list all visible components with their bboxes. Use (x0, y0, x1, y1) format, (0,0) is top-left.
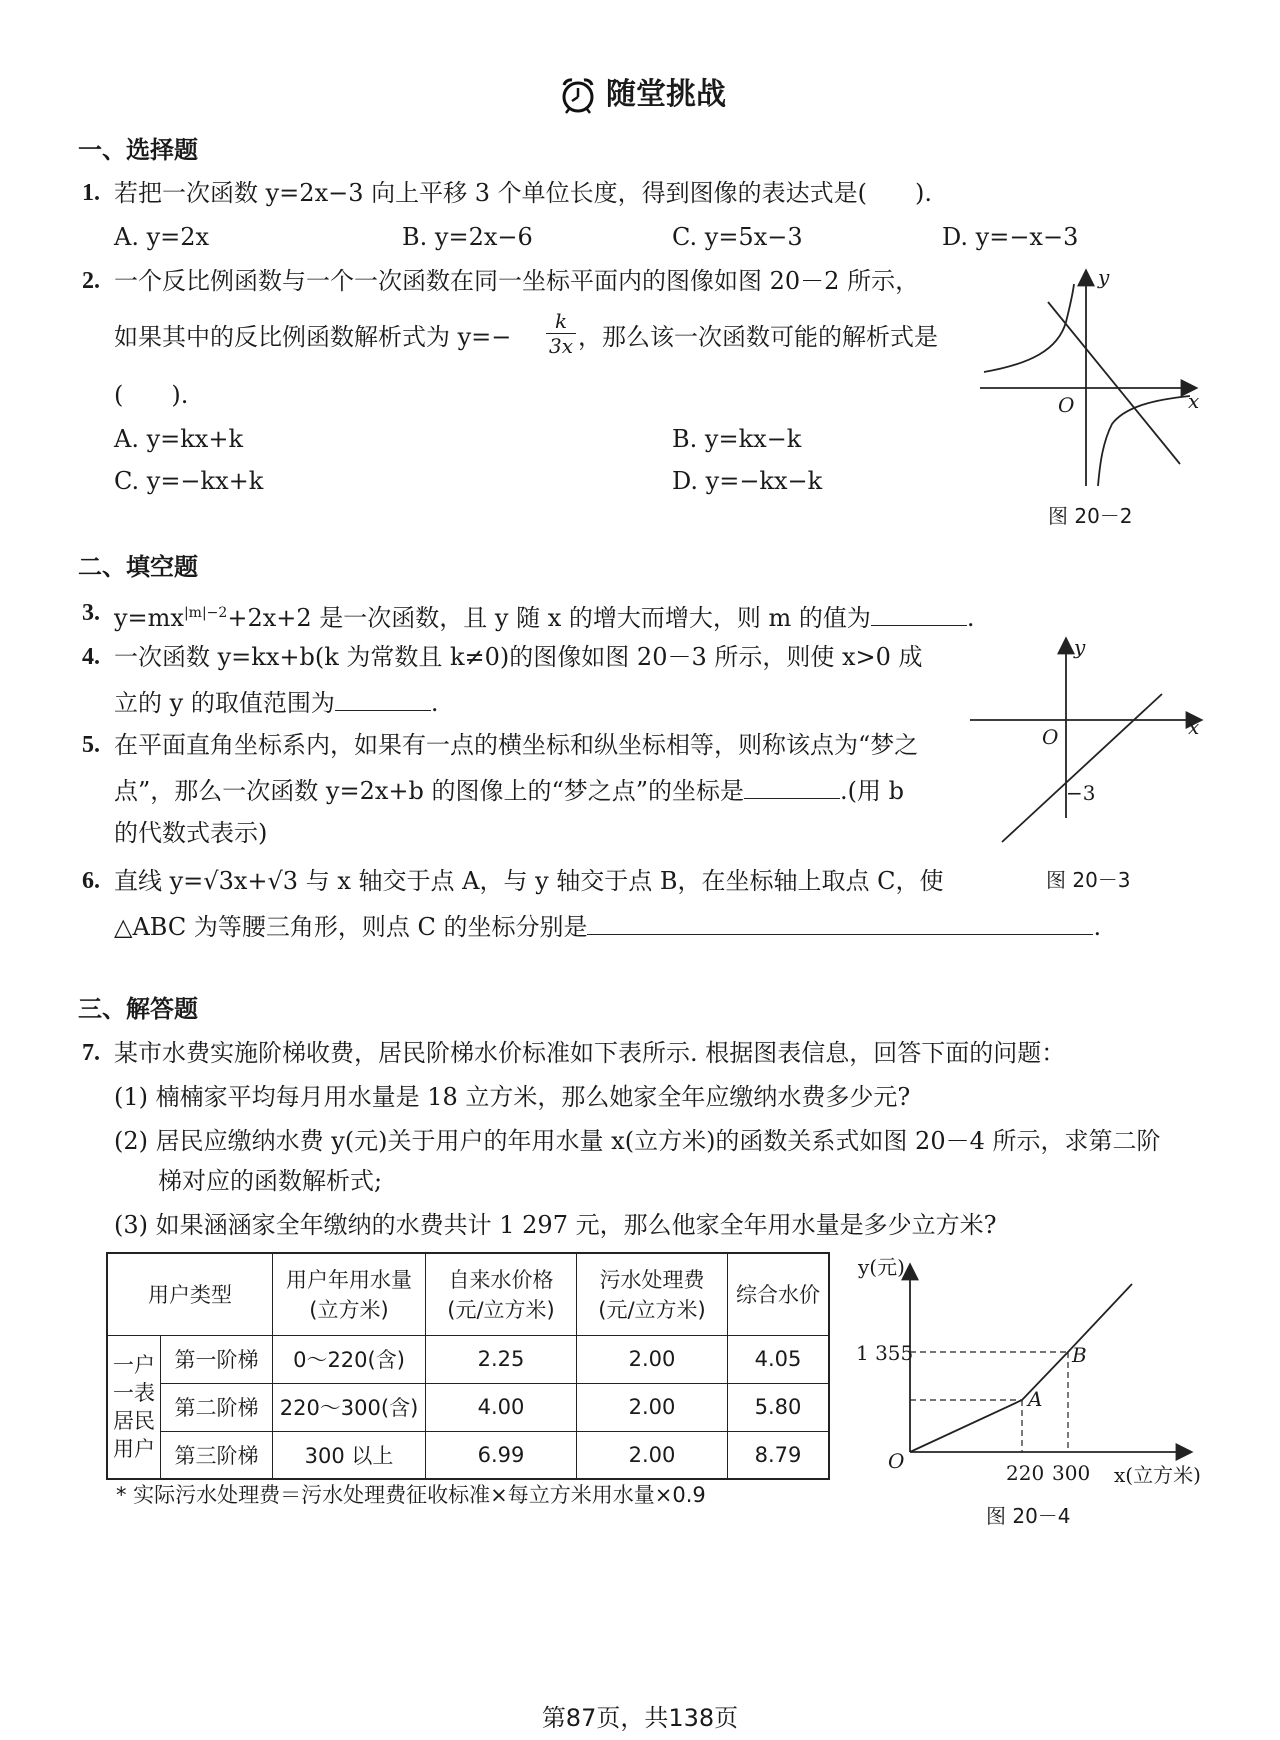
fig3-y-label: y (1074, 635, 1086, 659)
q1-option-d: D. y=−x−3 (942, 223, 1079, 251)
alarm-clock-icon (558, 75, 598, 115)
page-footer: 第87页，共138页 (541, 1704, 739, 1732)
q2-line2a: 如果其中的反比例函数解析式为 y=− (114, 323, 512, 351)
q6-number: 6. (82, 868, 100, 894)
q2-line3: ( ). (114, 381, 189, 409)
fig4-x-label: x(立方米) (1114, 1463, 1201, 1487)
hyperbola-branch-right (1098, 396, 1190, 486)
q3-answer-blank[interactable] (871, 601, 967, 626)
q1-text: 若把一次函数 y=2x−3 向上平移 3 个单位长度，得到图像的表达式是( ). (114, 179, 932, 207)
fig2-caption: 图 20－2 (1048, 504, 1133, 528)
table-row: 第三阶梯 300 以上 6.99 2.00 8.79 (107, 1431, 829, 1479)
fig4-origin: O (888, 1449, 905, 1473)
q7-part3: (3) 如果涵涵家全年缴纳的水费共计 1 297 元，那么他家全年用水量是多少立方米? (114, 1211, 997, 1239)
section-heading-choice: 一、选择题 (78, 136, 198, 164)
q3-post: +2x+2 是一次函数，且 y 随 x 的增大而增大，则 m 的值为 (227, 604, 871, 632)
linear-function-line (1002, 694, 1162, 842)
q6-answer-blank[interactable] (587, 910, 1093, 935)
q7-part2-line2: 梯对应的函数解析式; (158, 1167, 383, 1195)
q3-exponent: |m|−2 (183, 605, 228, 621)
table-row: 第二阶梯 220～300(含) 4.00 2.00 5.80 (107, 1383, 829, 1431)
q3-number: 3. (82, 600, 100, 626)
fig4-x-tick-300: 300 (1052, 1461, 1091, 1485)
q6-line2: △ABC 为等腰三角形，则点 C 的坐标分别是 . (114, 910, 1101, 942)
fig2-origin: O (1058, 393, 1075, 417)
table-header-sewage-fee: 污水处理费 (元/立方米) (577, 1253, 728, 1335)
table-header-user-type: 用户类型 (107, 1253, 273, 1335)
q3-pre: y=mx (114, 604, 184, 632)
linear-function-line (1048, 302, 1180, 464)
q2-line1: 一个反比例函数与一个一次函数在同一坐标平面内的图像如图 20－2 所示， (114, 267, 920, 295)
table-row: 一户 一表 居民 用户 第一阶梯 0～220(含) 2.25 2.00 4.05 (107, 1335, 829, 1383)
q5-line2: 点”，那么一次函数 y=2x+b 的图像上的“梦之点”的坐标是 .(用 b (114, 774, 904, 806)
q2-fraction-numerator: k (554, 309, 568, 333)
q3-text: $y=mx^{|m|-2}+2x+2$ 是一次函数，且 y 随 x 的增大而增大，则 m 的值为 . (114, 598, 975, 633)
fig3-caption: 图 20－3 (1046, 868, 1131, 892)
table-footnote: * 实际污水处理费＝污水处理费征收标准×每立方米用水量×0.9 (116, 1483, 706, 1507)
fig4-caption: 图 20－4 (986, 1504, 1071, 1528)
q5-line3: 的代数式表示) (114, 819, 268, 847)
q2-number: 2. (82, 268, 100, 294)
q1-option-b: B. y=2x−6 (402, 223, 533, 251)
figure-20-2 (970, 262, 1210, 492)
section-heading-answer: 三、解答题 (78, 995, 198, 1023)
fig4-point-a: A (1028, 1387, 1043, 1411)
q1-number: 1. (82, 180, 100, 206)
hyperbola-branch-left (984, 284, 1074, 372)
q4-line2: 立的 y 的取值范围为 . (114, 686, 438, 718)
page-title: 随堂挑战 (606, 77, 726, 112)
fig2-y-label: y (1098, 265, 1110, 289)
q4-answer-blank[interactable] (335, 686, 431, 711)
q7-part2-line1: (2) 居民应缴纳水费 y(元)关于用户的年用水量 x(立方米)的函数关系式如图 20－4 所示，求第二阶 (114, 1127, 1161, 1155)
q1-option-c: C. y=5x−3 (672, 223, 803, 251)
q5-answer-blank[interactable] (744, 774, 840, 799)
q6-line1: 直线 y=√3x+√3 与 x 轴交于点 A，与 y 轴交于点 B，在坐标轴上取点 C，使 (114, 867, 944, 895)
q2-option-d: D. y=−kx−k (672, 467, 823, 495)
fig3-x-label: x (1188, 715, 1200, 739)
q7-part1: (1) 楠楠家平均每月用水量是 18 立方米，那么她家全年应缴纳水费多少元? (114, 1083, 911, 1111)
water-fee-line (910, 1284, 1132, 1452)
q7-number: 7. (82, 1040, 100, 1066)
q5-number: 5. (82, 732, 100, 758)
fig3-origin: O (1042, 725, 1059, 749)
figure-20-3 (962, 632, 1212, 852)
fig4-point-b: B (1072, 1343, 1087, 1367)
q2-option-b: B. y=kx−k (672, 425, 802, 453)
fig2-x-label: x (1188, 389, 1200, 413)
table-header-tap-price: 自来水价格 (元/立方米) (426, 1253, 577, 1335)
table-header-usage: 用户年用水量 (立方米) (273, 1253, 426, 1335)
q5-line1: 在平面直角坐标系内，如果有一点的横坐标和纵坐标相等，则称该点为“梦之 (114, 731, 919, 759)
fig4-y-label: y(元) (858, 1255, 905, 1279)
q7-intro: 某市水费实施阶梯收费，居民阶梯水价标准如下表所示. 根据图表信息，回答下面的问题： (114, 1039, 1066, 1067)
q1-option-a: A. y=2x (114, 223, 210, 251)
q2-fraction-denominator: 3x (548, 334, 573, 358)
q4-line1: 一次函数 y=kx+b(k 为常数且 k≠0)的图像如图 20－3 所示，则使 x>0 成 (114, 643, 923, 671)
section-heading-fill: 二、填空题 (78, 553, 198, 581)
q4-number: 4. (82, 644, 100, 670)
q2-option-a: A. y=kx+k (114, 425, 243, 453)
fig4-x-tick-220: 220 (1006, 1461, 1045, 1485)
table-header-combined-price: 综合水价 (728, 1253, 830, 1335)
q2-line2b: ，那么该一次函数可能的解析式是 (578, 323, 938, 351)
q2-option-c: C. y=−kx+k (114, 467, 264, 495)
water-price-table (106, 1252, 830, 1480)
fig3-intercept-label: −3 (1066, 781, 1096, 805)
table-group-label: 一户 一表 居民 用户 (107, 1335, 161, 1479)
fig4-y-tick: 1 355 (856, 1341, 914, 1365)
q2-fraction (546, 310, 576, 357)
